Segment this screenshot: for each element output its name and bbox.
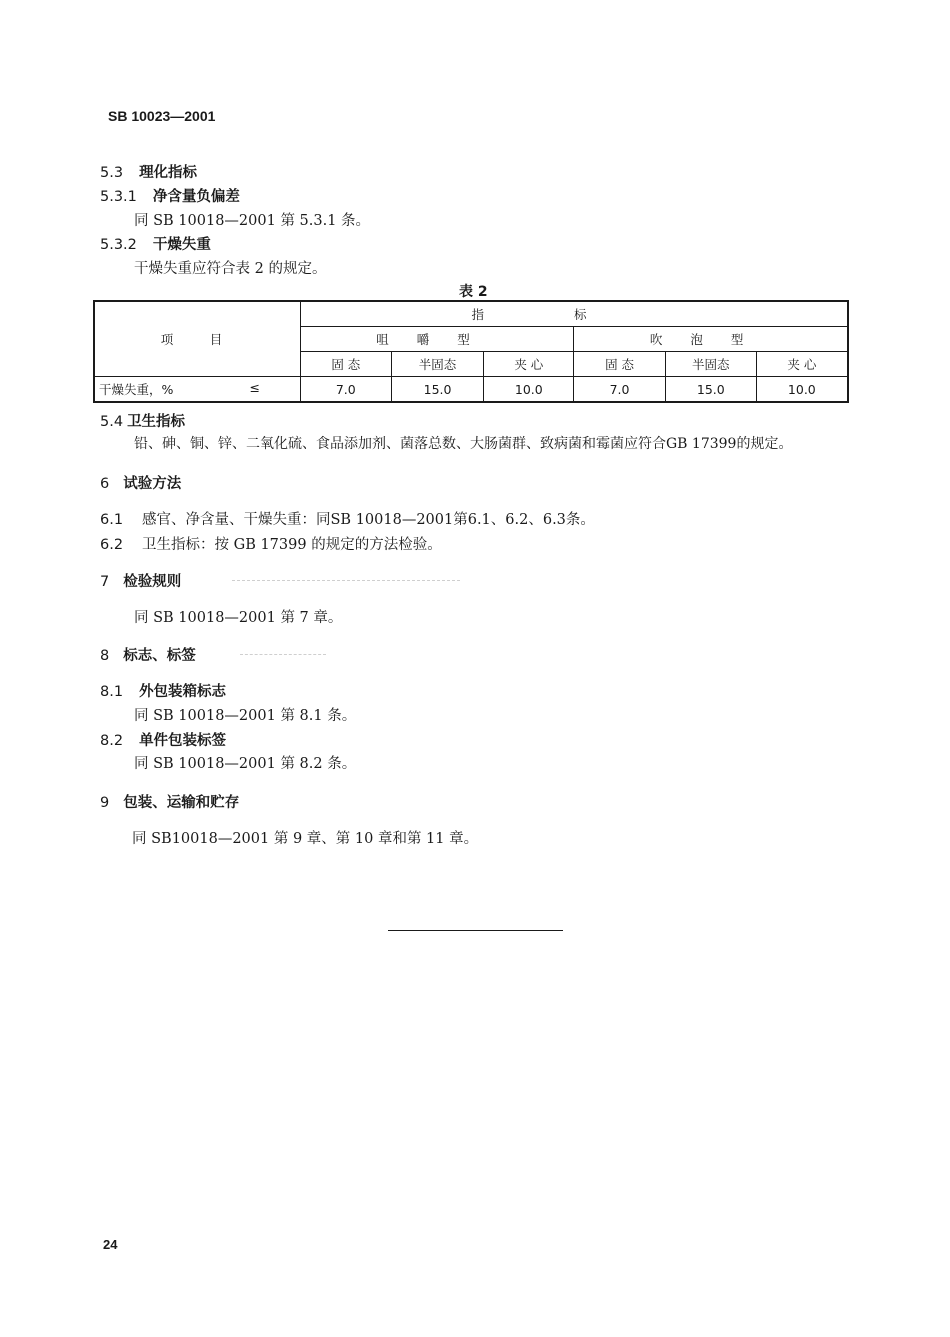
group-a-label: 咀嚼型 xyxy=(376,332,498,347)
index-header-cell xyxy=(300,301,848,327)
page-number: 24 xyxy=(103,1237,118,1252)
row-label: 干燥失重，% xyxy=(99,382,174,397)
sub-header: 半固态 xyxy=(692,357,730,372)
section-number: 9 xyxy=(100,795,110,811)
group-b-cell xyxy=(574,327,848,352)
sub-header-cell xyxy=(574,352,666,377)
section-9-heading xyxy=(100,791,239,812)
group-a-cell xyxy=(300,327,573,352)
section-title: 检验规则 xyxy=(123,574,182,590)
section-number: 6.2 xyxy=(100,537,124,553)
section-5-4-text: 铅、砷、铜、锌、二氧化硫、食品添加剂、菌落总数、大肠菌群、致病菌和霉菌应符合GB 17399的规定。 xyxy=(134,436,793,452)
section-title: 试验方法 xyxy=(123,476,182,492)
section-5-3-2-text: 干燥失重应符合表 2 的规定。 xyxy=(134,261,327,277)
section-5-3-1-text: 同 SB 10018—2001 第 5.3.1 条。 xyxy=(134,213,371,229)
scan-artifact-line xyxy=(232,580,460,581)
value-cell: 15.0 xyxy=(665,377,756,403)
value-cell: 10.0 xyxy=(756,377,848,403)
value-cell: 15.0 xyxy=(391,377,484,403)
sub-header: 固 态 xyxy=(331,357,361,372)
section-text: 感官、净含量、干燥失重：同SB 10018—2001第6.1、6.2、6.3条。 xyxy=(142,512,595,528)
section-title: 理化指标 xyxy=(139,165,198,181)
section-8-2-heading xyxy=(100,729,226,750)
section-7-heading xyxy=(100,570,181,591)
section-6-2 xyxy=(100,533,442,554)
item-header: 项 目 xyxy=(160,332,235,347)
section-number: 5.3 xyxy=(100,165,124,181)
section-number: 8 xyxy=(100,648,110,664)
sub-header-cell xyxy=(665,352,756,377)
section-number: 8.1 xyxy=(100,684,124,700)
section-8-heading xyxy=(100,644,196,665)
value-cell: 10.0 xyxy=(484,377,574,403)
section-number: 6.1 xyxy=(100,512,124,528)
row-label-cell xyxy=(94,377,300,403)
table-row xyxy=(94,377,848,403)
section-number: 7 xyxy=(100,574,110,590)
section-title: 单件包装标签 xyxy=(139,733,227,749)
index-header: 指标 xyxy=(471,307,677,322)
value-cell: 7.0 xyxy=(300,377,391,403)
sub-header: 夹 心 xyxy=(787,357,817,372)
section-6-1 xyxy=(100,508,595,529)
section-title: 包装、运输和贮存 xyxy=(123,795,240,811)
item-header-cell xyxy=(94,301,300,377)
section-5-3-1-heading xyxy=(100,185,240,206)
section-5-4-heading xyxy=(100,410,185,431)
sub-header-cell xyxy=(756,352,848,377)
section-title: 干燥失重 xyxy=(152,237,211,253)
section-8-1-text: 同 SB 10018—2001 第 8.1 条。 xyxy=(134,708,357,724)
section-8-2-text: 同 SB 10018—2001 第 8.2 条。 xyxy=(134,756,357,772)
section-title: 净含量负偏差 xyxy=(152,189,240,205)
end-rule xyxy=(388,930,563,931)
sub-header: 半固态 xyxy=(418,357,457,372)
section-9-text: 同 SB10018—2001 第 9 章、第 10 章和第 11 章。 xyxy=(132,831,479,847)
row-symbol: ≤ xyxy=(249,380,260,395)
table-caption: 表 2 xyxy=(459,284,488,300)
section-number: 5.3.2 xyxy=(100,237,137,253)
standard-code-header: SB 10023—2001 xyxy=(108,108,216,124)
table-2 xyxy=(93,300,849,403)
value-cell: 7.0 xyxy=(574,377,666,403)
scan-artifact-line xyxy=(240,654,326,655)
section-7-text: 同 SB 10018—2001 第 7 章。 xyxy=(134,610,343,626)
sub-header-cell xyxy=(300,352,391,377)
section-title: 外包装箱标志 xyxy=(139,684,227,700)
section-number: 8.2 xyxy=(100,733,124,749)
section-title: 卫生指标 xyxy=(127,414,186,430)
section-title: 标志、标签 xyxy=(123,648,196,664)
section-number: 6 xyxy=(100,476,110,492)
section-5-3-heading xyxy=(100,161,197,182)
sub-header-cell xyxy=(484,352,574,377)
section-text: 卫生指标：按 GB 17399 的规定的方法检验。 xyxy=(142,537,442,553)
section-6-heading xyxy=(100,472,181,493)
sub-header: 夹 心 xyxy=(514,357,544,372)
sub-header-cell xyxy=(391,352,484,377)
group-b-label: 吹泡型 xyxy=(649,332,772,347)
section-5-3-2-heading xyxy=(100,233,211,254)
section-number: 5.3.1 xyxy=(100,189,137,205)
sub-header: 固 态 xyxy=(605,357,635,372)
section-8-1-heading xyxy=(100,680,226,701)
section-number: 5.4 xyxy=(100,414,124,430)
